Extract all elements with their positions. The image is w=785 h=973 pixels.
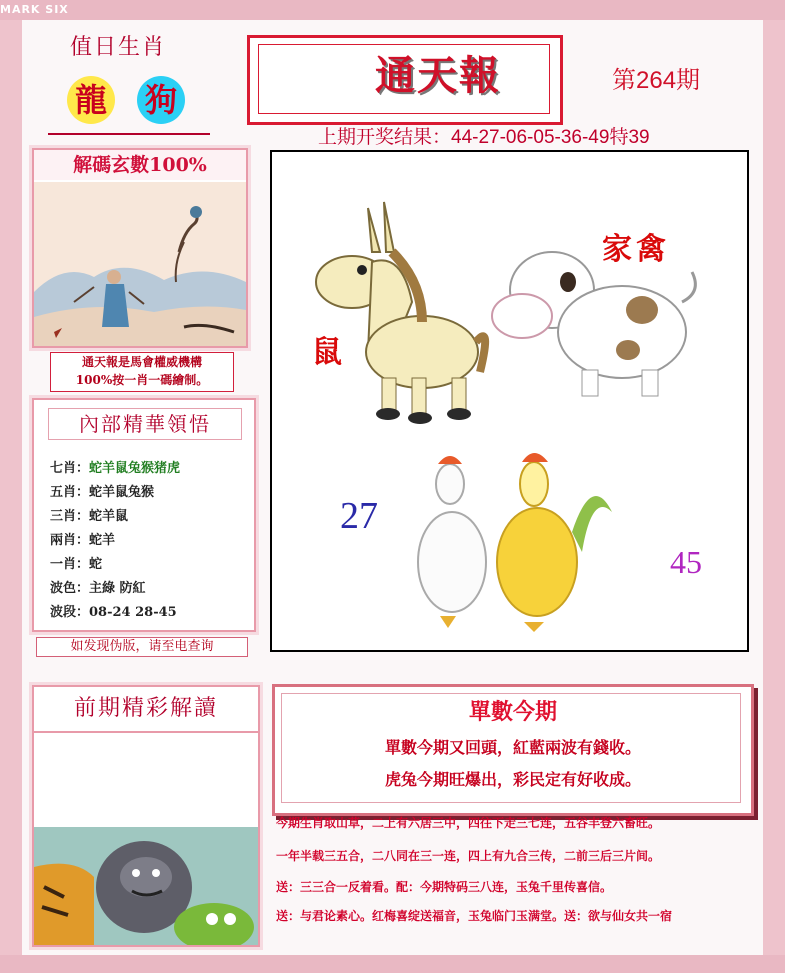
insight-panel-title: 內部精華領悟 <box>48 408 242 440</box>
issue-number: 第264期 <box>612 67 701 94</box>
card-line-1: 單數今期又回頭，紅藍兩波有錢收。 <box>384 738 641 757</box>
riddle-picture <box>270 150 749 652</box>
poem-line-1: 今期生肖取山草，二上有六居三中，四往下走三七连，五谷丰登六畜旺。 <box>276 816 661 830</box>
row-key: 三肖： <box>50 509 90 524</box>
insight-row-five <box>50 481 154 500</box>
row-value: 蛇羊 <box>89 533 116 548</box>
notice-line-2: 100%按一肖一碼繪制。 <box>75 373 209 387</box>
poem-line-3: 送：三三合一反着看。配：今期特码三八连，玉兔千里传喜信。 <box>276 880 613 894</box>
bottom-frame-strip <box>0 955 785 973</box>
scholar-painting-image <box>34 182 246 346</box>
zodiac-dog: 狗 <box>137 76 185 124</box>
odd-issue-card <box>272 684 754 816</box>
card-line-2: 虎兔今期旺爆出，彩民定有好收成。 <box>384 770 641 789</box>
rat-label: 鼠 <box>312 335 342 370</box>
authority-notice <box>50 352 234 392</box>
poem-line-2: 一年半载三五合，二八同在三一连，四上有九合三传，二前三后三片间。 <box>276 849 661 863</box>
number-left: 27 <box>340 495 378 537</box>
watermark-text: MARK SIX <box>0 3 69 16</box>
row-value: 08-24 28-45 <box>89 605 177 620</box>
insight-row-color <box>50 577 146 596</box>
counterfeit-warning: 如发现伪版，请至电查询 <box>36 637 248 657</box>
right-frame-strip <box>763 20 785 955</box>
zodiac-divider <box>48 133 210 135</box>
row-value: 蛇羊鼠 <box>89 509 129 524</box>
number-right: 45 <box>670 544 702 580</box>
insight-row-three <box>50 505 128 524</box>
row-key: 一肖： <box>50 557 90 572</box>
row-value: 蛇羊鼠兔猴 <box>89 485 155 500</box>
row-key: 兩肖： <box>50 533 90 548</box>
insight-row-two <box>50 529 115 548</box>
gorilla-cartoon-image <box>34 827 258 945</box>
row-value: 蛇羊鼠兔猴猪虎 <box>89 461 181 476</box>
left-frame-strip <box>0 20 22 955</box>
card-title: 單數今期 <box>468 699 557 725</box>
row-value: 主綠 防紅 <box>89 581 146 596</box>
row-key: 波色： <box>50 581 90 596</box>
insight-row-band <box>50 601 177 620</box>
poultry-label: 家禽 <box>602 232 670 267</box>
row-key: 五肖： <box>50 485 90 500</box>
row-key: 波段： <box>50 605 90 620</box>
masthead-title: 通天報 <box>375 52 501 99</box>
decode-panel <box>32 148 248 348</box>
review-panel-title: 前期精彩解讀 <box>34 687 258 733</box>
previous-draw-result: 上期开奖结果：44-27-06-05-36-49特39 <box>318 127 650 148</box>
insight-panel <box>32 398 256 632</box>
insight-row-seven <box>50 457 180 476</box>
top-watermark-strip <box>0 0 785 20</box>
notice-line-1: 通天報是馬會權威機構 <box>81 355 202 369</box>
zodiac-title: 值日生肖 <box>70 35 167 60</box>
decode-panel-title: 解碼玄數100% <box>34 150 246 180</box>
row-key: 七肖： <box>50 461 90 476</box>
row-value: 蛇 <box>89 557 103 572</box>
poem-line-4: 送：与君论素心。红梅喜绽送福音，玉兔临门玉满堂。送：欲与仙女共一宿 <box>276 909 673 923</box>
review-panel <box>32 685 260 947</box>
insight-row-one <box>50 553 102 572</box>
zodiac-dragon: 龍 <box>67 76 115 124</box>
